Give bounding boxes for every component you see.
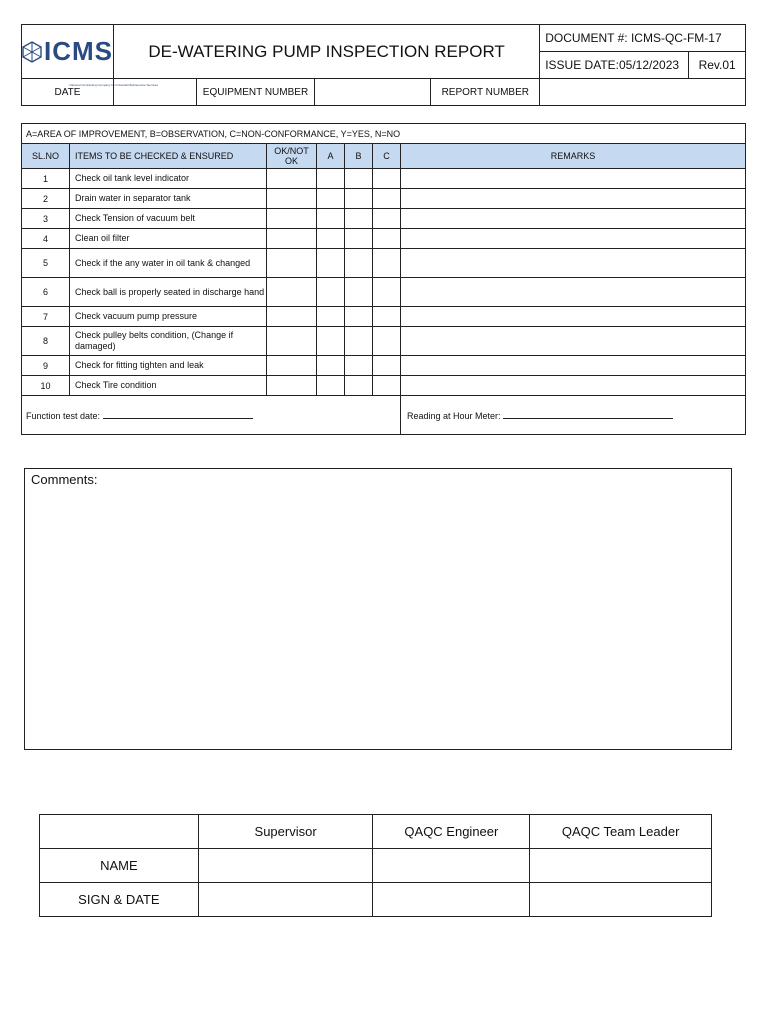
logo-text: ICMS bbox=[44, 36, 113, 66]
function-test-date-line[interactable] bbox=[103, 409, 253, 419]
inspection-checklist bbox=[21, 123, 746, 435]
function-test-label: Function test date: bbox=[26, 411, 101, 421]
remarks-cell[interactable] bbox=[401, 278, 746, 307]
report-number-field[interactable] bbox=[540, 79, 746, 106]
b-cell[interactable] bbox=[345, 327, 373, 356]
col-header-slno: SL.NO bbox=[22, 144, 70, 169]
row-number: 6 bbox=[22, 278, 70, 307]
row-number: 9 bbox=[22, 356, 70, 376]
hexagon-logo-icon bbox=[22, 41, 42, 63]
table-row bbox=[22, 356, 746, 376]
equipment-number-field[interactable] bbox=[315, 79, 431, 106]
a-cell[interactable] bbox=[317, 169, 345, 189]
row-number: 5 bbox=[22, 249, 70, 278]
b-cell[interactable] bbox=[345, 376, 373, 396]
row-item: Check pulley belts condition, (Change if damaged) bbox=[70, 327, 267, 356]
c-cell[interactable] bbox=[373, 278, 401, 307]
hour-meter-reading-line[interactable] bbox=[503, 409, 673, 419]
report-number-label: REPORT NUMBER bbox=[431, 79, 540, 106]
b-cell[interactable] bbox=[345, 209, 373, 229]
logo-tagline: National Contracting Company for Industrial Maintenance Services bbox=[69, 82, 159, 87]
sig-col-qaqc-engineer: QAQC Engineer bbox=[373, 815, 530, 849]
qaqc-engineer-sign-field[interactable] bbox=[373, 883, 530, 917]
table-row bbox=[22, 278, 746, 307]
table-row bbox=[22, 189, 746, 209]
c-cell[interactable] bbox=[373, 229, 401, 249]
a-cell[interactable] bbox=[317, 307, 345, 327]
table-row bbox=[22, 327, 746, 356]
c-cell[interactable] bbox=[373, 169, 401, 189]
ok-not-ok-cell[interactable] bbox=[267, 356, 317, 376]
equipment-number-label: EQUIPMENT NUMBER bbox=[196, 79, 315, 106]
col-header-ok: OK/NOT OK bbox=[267, 144, 317, 169]
comments-box[interactable] bbox=[24, 468, 732, 750]
logo-cell bbox=[22, 25, 159, 87]
remarks-cell[interactable] bbox=[401, 376, 746, 396]
col-header-remarks: REMARKS bbox=[401, 144, 746, 169]
row-item: Drain water in separator tank bbox=[70, 189, 267, 209]
remarks-cell[interactable] bbox=[401, 307, 746, 327]
function-test-cell bbox=[22, 396, 401, 435]
table-row bbox=[22, 376, 746, 396]
supervisor-sign-field[interactable] bbox=[198, 883, 373, 917]
row-number: 2 bbox=[22, 189, 70, 209]
col-header-c: C bbox=[373, 144, 401, 169]
company-logo bbox=[22, 31, 113, 73]
remarks-cell[interactable] bbox=[401, 189, 746, 209]
checklist-footer-row bbox=[22, 396, 746, 435]
c-cell[interactable] bbox=[373, 209, 401, 229]
row-number: 8 bbox=[22, 327, 70, 356]
b-cell[interactable] bbox=[345, 229, 373, 249]
row-item: Check if the any water in oil tank & changed bbox=[70, 249, 267, 278]
a-cell[interactable] bbox=[317, 327, 345, 356]
row-item: Check ball is properly seated in discharge hand bbox=[70, 278, 267, 307]
c-cell[interactable] bbox=[373, 327, 401, 356]
signature-table bbox=[39, 814, 712, 917]
ok-not-ok-cell[interactable] bbox=[267, 327, 317, 356]
sig-col-qaqc-team-leader: QAQC Team Leader bbox=[530, 815, 712, 849]
ok-not-ok-cell[interactable] bbox=[267, 169, 317, 189]
b-cell[interactable] bbox=[345, 189, 373, 209]
ok-not-ok-cell[interactable] bbox=[267, 278, 317, 307]
row-number: 1 bbox=[22, 169, 70, 189]
sig-row-sign-date: SIGN & DATE bbox=[40, 883, 199, 917]
col-header-a: A bbox=[317, 144, 345, 169]
issue-date: ISSUE DATE:05/12/2023 bbox=[540, 52, 689, 79]
ok-not-ok-cell[interactable] bbox=[267, 209, 317, 229]
report-title: DE-WATERING PUMP INSPECTION REPORT bbox=[114, 25, 540, 79]
row-item: Check oil tank level indicator bbox=[70, 169, 267, 189]
a-cell[interactable] bbox=[317, 278, 345, 307]
sig-row-name: NAME bbox=[40, 849, 199, 883]
b-cell[interactable] bbox=[345, 278, 373, 307]
qaqc-engineer-name-field[interactable] bbox=[373, 849, 530, 883]
c-cell[interactable] bbox=[373, 249, 401, 278]
a-cell[interactable] bbox=[317, 209, 345, 229]
col-header-b: B bbox=[345, 144, 373, 169]
a-cell[interactable] bbox=[317, 356, 345, 376]
table-row bbox=[22, 249, 746, 278]
remarks-cell[interactable] bbox=[401, 229, 746, 249]
b-cell[interactable] bbox=[345, 169, 373, 189]
supervisor-name-field[interactable] bbox=[198, 849, 373, 883]
remarks-cell[interactable] bbox=[401, 209, 746, 229]
hour-meter-cell bbox=[401, 396, 746, 435]
sig-col-supervisor: Supervisor bbox=[198, 815, 373, 849]
a-cell[interactable] bbox=[317, 376, 345, 396]
qaqc-team-leader-sign-field[interactable] bbox=[530, 883, 712, 917]
remarks-cell[interactable] bbox=[401, 327, 746, 356]
b-cell[interactable] bbox=[345, 249, 373, 278]
ok-not-ok-cell[interactable] bbox=[267, 307, 317, 327]
row-item: Check vacuum pump pressure bbox=[70, 307, 267, 327]
table-row bbox=[22, 209, 746, 229]
b-cell[interactable] bbox=[345, 307, 373, 327]
revision: Rev.01 bbox=[689, 52, 746, 79]
remarks-cell[interactable] bbox=[401, 356, 746, 376]
c-cell[interactable] bbox=[373, 307, 401, 327]
sig-corner-cell bbox=[40, 815, 199, 849]
col-header-items: ITEMS TO BE CHECKED & ENSURED bbox=[70, 144, 267, 169]
hour-meter-label: Reading at Hour Meter: bbox=[407, 411, 501, 421]
row-number: 3 bbox=[22, 209, 70, 229]
c-cell[interactable] bbox=[373, 356, 401, 376]
a-cell[interactable] bbox=[317, 229, 345, 249]
table-row bbox=[22, 307, 746, 327]
remarks-cell[interactable] bbox=[401, 249, 746, 278]
row-item: Check for fitting tighten and leak bbox=[70, 356, 267, 376]
ok-not-ok-cell[interactable] bbox=[267, 376, 317, 396]
row-number: 4 bbox=[22, 229, 70, 249]
document-number: DOCUMENT #: ICMS-QC-FM-17 bbox=[540, 25, 746, 52]
table-row bbox=[22, 229, 746, 249]
a-cell[interactable] bbox=[317, 249, 345, 278]
date-label: DATE bbox=[22, 79, 114, 106]
row-item: Check Tire condition bbox=[70, 376, 267, 396]
table-row bbox=[22, 169, 746, 189]
row-item: Clean oil filter bbox=[70, 229, 267, 249]
a-cell[interactable] bbox=[317, 189, 345, 209]
ok-not-ok-cell[interactable] bbox=[267, 229, 317, 249]
qaqc-team-leader-name-field[interactable] bbox=[530, 849, 712, 883]
legend-note: A=AREA OF IMPROVEMENT, B=OBSERVATION, C=NON-CONFORMANCE, Y=YES, N=NO bbox=[22, 124, 746, 144]
ok-not-ok-cell[interactable] bbox=[267, 189, 317, 209]
c-cell[interactable] bbox=[373, 189, 401, 209]
document-header bbox=[21, 24, 746, 106]
ok-not-ok-cell[interactable] bbox=[267, 249, 317, 278]
row-number: 10 bbox=[22, 376, 70, 396]
row-item: Check Tension of vacuum belt bbox=[70, 209, 267, 229]
row-number: 7 bbox=[22, 307, 70, 327]
b-cell[interactable] bbox=[345, 356, 373, 376]
c-cell[interactable] bbox=[373, 376, 401, 396]
comments-label: Comments: bbox=[31, 472, 98, 487]
remarks-cell[interactable] bbox=[401, 169, 746, 189]
checklist-header-row bbox=[22, 144, 746, 169]
